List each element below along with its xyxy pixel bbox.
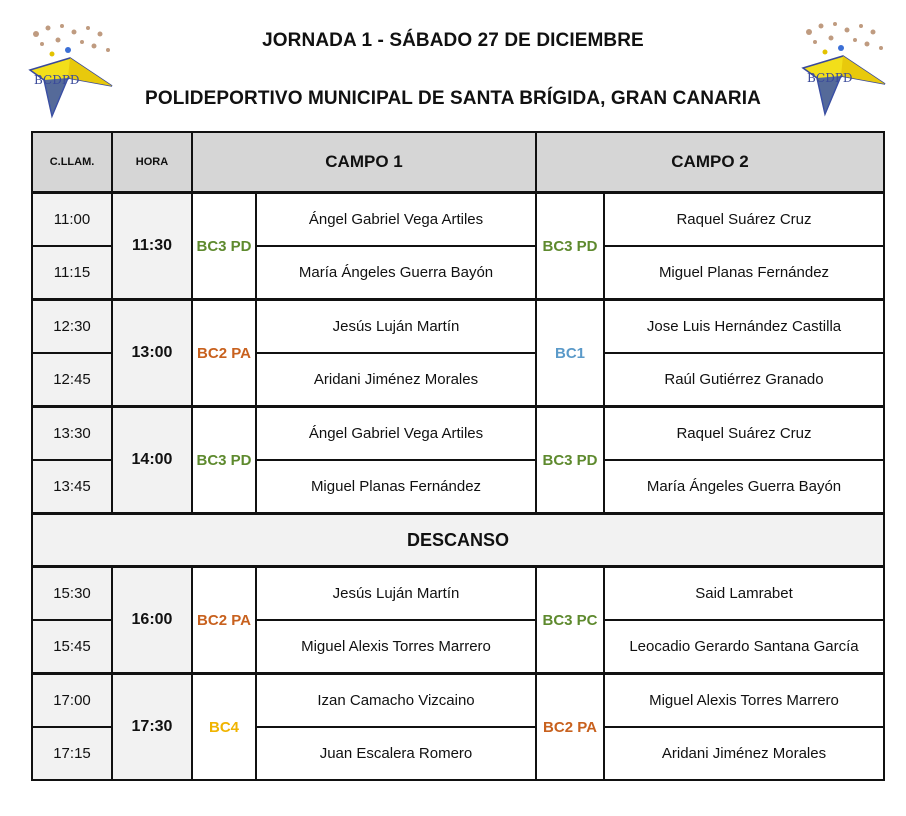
player-name: Raúl Gutiérrez Granado — [604, 353, 884, 407]
player-name: María Ángeles Guerra Bayón — [256, 246, 536, 300]
call-time: 11:15 — [32, 246, 112, 300]
call-time: 12:45 — [32, 353, 112, 407]
table-header-row — [32, 132, 884, 193]
column-header-call: C.LLAM. — [32, 132, 112, 193]
player-name: Juan Escalera Romero — [256, 727, 536, 780]
player-name: Miguel Planas Fernández — [256, 460, 536, 514]
player-name: Jose Luis Hernández Castilla — [604, 300, 884, 354]
player-name: Aridani Jiménez Morales — [604, 727, 884, 780]
category-badge: BC2 PA — [192, 567, 256, 674]
schedule-table — [31, 131, 885, 781]
category-badge: BC1 — [536, 300, 604, 407]
player-name: Raquel Suárez Cruz — [604, 193, 884, 247]
call-time: 11:00 — [32, 193, 112, 247]
player-name: Aridani Jiménez Morales — [256, 353, 536, 407]
svg-text:BCDPD: BCDPD — [34, 73, 80, 87]
table-row — [32, 674, 884, 728]
column-header-hora: HORA — [112, 132, 192, 193]
player-name: Raquel Suárez Cruz — [604, 407, 884, 461]
table-row — [32, 407, 884, 461]
venue-title: POLIDEPORTIVO MUNICIPAL DE SANTA BRÍGIDA, GRAN CANARIA — [145, 88, 761, 109]
player-name: Leocadio Gerardo Santana García — [604, 620, 884, 674]
player-name: Miguel Planas Fernández — [604, 246, 884, 300]
player-name: Said Lamrabet — [604, 567, 884, 621]
match-time: 17:30 — [112, 674, 192, 781]
category-badge: BC3 PD — [536, 407, 604, 514]
call-time: 12:30 — [32, 300, 112, 354]
table-row — [32, 300, 884, 354]
break-row — [32, 514, 884, 567]
category-badge: BC2 PA — [536, 674, 604, 781]
break-label: DESCANSO — [32, 514, 884, 567]
match-time: 14:00 — [112, 407, 192, 514]
call-time: 15:45 — [32, 620, 112, 674]
match-time: 16:00 — [112, 567, 192, 674]
call-time: 13:30 — [32, 407, 112, 461]
player-name: María Ángeles Guerra Bayón — [604, 460, 884, 514]
category-badge: BC3 PC — [536, 567, 604, 674]
table-row — [32, 193, 884, 247]
column-header-campo2: CAMPO 2 — [536, 132, 884, 193]
page-title: JORNADA 1 - SÁBADO 27 DE DICIEMBRE — [262, 30, 644, 51]
column-header-campo1: CAMPO 1 — [192, 132, 536, 193]
call-time: 17:15 — [32, 727, 112, 780]
call-time: 15:30 — [32, 567, 112, 621]
match-time: 13:00 — [112, 300, 192, 407]
player-name: Ángel Gabriel Vega Artiles — [256, 193, 536, 247]
player-name: Jesús Luján Martín — [256, 567, 536, 621]
call-time: 13:45 — [32, 460, 112, 514]
category-badge: BC2 PA — [192, 300, 256, 407]
call-time: 17:00 — [32, 674, 112, 728]
player-name: Jesús Luján Martín — [256, 300, 536, 354]
player-name: Miguel Alexis Torres Marrero — [256, 620, 536, 674]
player-name: Ángel Gabriel Vega Artiles — [256, 407, 536, 461]
player-name: Miguel Alexis Torres Marrero — [604, 674, 884, 728]
category-badge: BC3 PD — [192, 407, 256, 514]
player-name: Izan Camacho Vizcaino — [256, 674, 536, 728]
category-badge: BC4 — [192, 674, 256, 781]
svg-text:BCDPD: BCDPD — [807, 71, 853, 85]
table-row — [32, 567, 884, 621]
category-badge: BC3 PD — [192, 193, 256, 300]
category-badge: BC3 PD — [536, 193, 604, 300]
match-time: 11:30 — [112, 193, 192, 300]
